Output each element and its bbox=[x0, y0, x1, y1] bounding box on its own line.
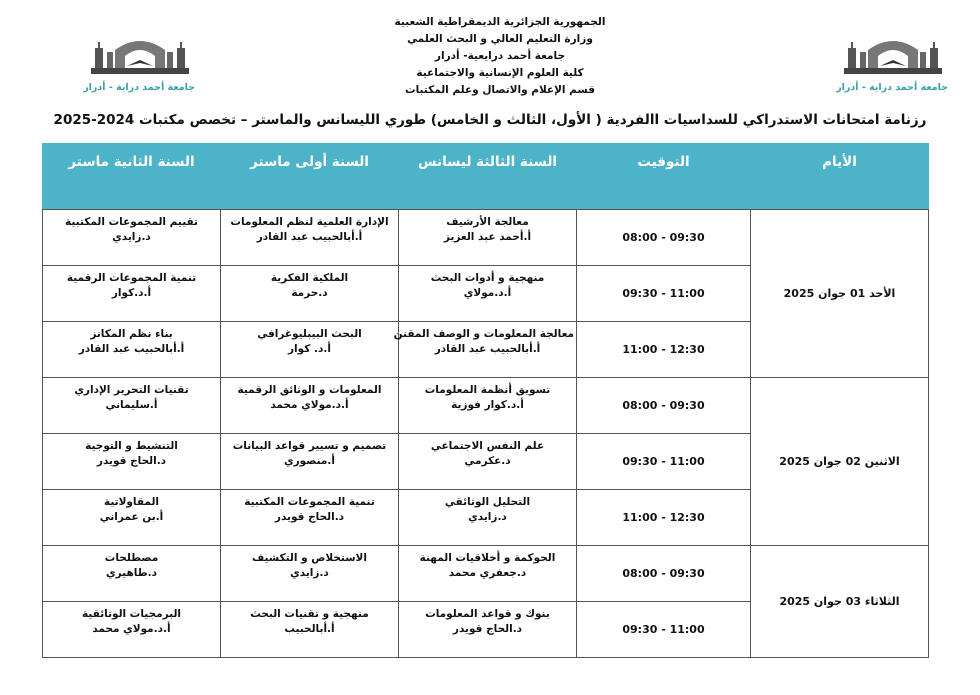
exam-cell-m2 bbox=[43, 434, 221, 490]
course-name: تقنيات التحرير الإداري bbox=[74, 384, 189, 396]
exam-cell-m1 bbox=[221, 434, 399, 490]
exam-cell-m2 bbox=[43, 490, 221, 546]
teacher-name: د.الحاج قويدر bbox=[452, 623, 523, 635]
course-name: منهجية و أدوات البحث bbox=[430, 272, 545, 284]
course-name: تقييم المجموعات المكتبية bbox=[65, 216, 198, 228]
course-name: تسويق أنظمة المعلومات bbox=[424, 384, 551, 396]
exam-cell-m2 bbox=[43, 322, 221, 378]
day-cell: الأحد 01 جوان 2025 bbox=[751, 210, 929, 378]
exam-cell-m1 bbox=[221, 266, 399, 322]
document-header bbox=[0, 0, 980, 120]
exam-cell-m1 bbox=[221, 210, 399, 266]
time-cell: 08:00 - 09:30 bbox=[577, 378, 751, 434]
teacher-name: أ.منصوري bbox=[284, 455, 335, 467]
schedule-title: رزنامة امتحانات الاستدراكي للسداسيات االفردية ( الأول، الثالث و الخامس) طوري الليسانس والماستر – تخصص مكتبات 2024-2025 bbox=[53, 112, 927, 128]
course-name: منهجية و تقنيات البحث bbox=[250, 608, 369, 620]
time-cell: 09:30 - 11:00 bbox=[577, 266, 751, 322]
course-name: البحث البيبليوغرافي bbox=[257, 328, 362, 340]
exam-cell-m2 bbox=[43, 210, 221, 266]
teacher-name: أ.أبالحبيب عبد القادر bbox=[434, 343, 541, 355]
exam-cell-m2 bbox=[43, 602, 221, 658]
teacher-name: د.الحاج قويدر bbox=[96, 455, 167, 467]
exam-cell-l3 bbox=[399, 210, 577, 266]
course-name: تنمية المجموعات الرقمية bbox=[66, 272, 197, 284]
exam-cell-l3 bbox=[399, 602, 577, 658]
exam-cell-l3 bbox=[399, 546, 577, 602]
exam-cell-l3 bbox=[393, 322, 577, 378]
course-name: مصطلحات bbox=[104, 552, 159, 564]
exam-cell-m1 bbox=[221, 546, 399, 602]
column-header-m1: السنة أولى ماستر bbox=[221, 144, 399, 209]
table-row bbox=[43, 546, 929, 602]
exam-cell-l3 bbox=[399, 434, 577, 490]
table-row bbox=[43, 378, 929, 434]
course-name: المقاولاتية bbox=[103, 496, 160, 508]
course-name: البرمجيات الوثائقية bbox=[81, 608, 182, 620]
course-name: بنوك و قواعد المعلومات bbox=[425, 608, 550, 620]
teacher-name: أ.أبالحبيب bbox=[284, 623, 335, 635]
course-name: معالجة الأرشيف bbox=[446, 216, 529, 228]
table-header-row bbox=[43, 144, 929, 209]
university-logo-right bbox=[838, 30, 948, 100]
teacher-name: أ.د.مولاي bbox=[463, 287, 512, 299]
time-cell: 08:00 - 09:30 bbox=[577, 546, 751, 602]
day-cell: الاثنين 02 جوان 2025 bbox=[751, 378, 929, 546]
university-logo-left bbox=[85, 30, 195, 100]
time-cell: 08:00 - 09:30 bbox=[577, 210, 751, 266]
column-header-time: التوقيت bbox=[577, 144, 751, 209]
column-header-l3: السنة الثالثة ليسانس bbox=[399, 144, 577, 209]
course-name: المعلومات و الوثائق الرقمية bbox=[237, 384, 382, 396]
teacher-name: د.زايدي bbox=[112, 231, 151, 243]
teacher-name: د.طاهيري bbox=[106, 567, 157, 579]
university-emblem-icon bbox=[838, 30, 948, 82]
teacher-name: أ.د. كوار bbox=[288, 343, 331, 355]
teacher-name: أ.د.مولاي محمد bbox=[270, 399, 349, 411]
teacher-name: أ.د.كوار فوزية bbox=[451, 399, 524, 411]
exam-cell-m1 bbox=[221, 490, 399, 546]
institution-lines bbox=[380, 14, 620, 99]
header-line-faculty: كلية العلوم الإنسانية والاجتماعية bbox=[416, 67, 584, 79]
teacher-name: أ.د.مولاي محمد bbox=[92, 623, 171, 635]
time-cell: 11:00 - 12:30 bbox=[577, 322, 751, 378]
logo-caption-right: جامعة أحمد دراية - أدرار bbox=[836, 82, 948, 93]
time-cell: 09:30 - 11:00 bbox=[577, 434, 751, 490]
header-line-republic: الجمهورية الجزائرية الديمقراطية الشعبية bbox=[394, 16, 606, 28]
exam-cell-m1 bbox=[221, 602, 399, 658]
column-header-m2: السنة الثانية ماستر bbox=[43, 144, 221, 209]
column-header-days: الأيام bbox=[751, 144, 929, 209]
course-name: معالجة المعلومات و الوصف المقنن bbox=[393, 328, 574, 340]
course-name: التنشيط و التوجية bbox=[85, 440, 178, 452]
university-emblem-icon bbox=[85, 30, 195, 82]
teacher-name: أ.أبالحبيب عبد القادر bbox=[256, 231, 363, 243]
teacher-name: أ.د.كوار bbox=[111, 287, 152, 299]
exam-cell-m1 bbox=[221, 322, 399, 378]
exam-cell-m2 bbox=[43, 546, 221, 602]
exam-cell-l3 bbox=[399, 378, 577, 434]
table-row bbox=[43, 210, 929, 266]
header-line-ministry: وزارة التعليم العالي و البحث العلمي bbox=[407, 33, 593, 45]
teacher-name: أ.سليماني bbox=[105, 399, 158, 411]
teacher-name: د.عكرمي bbox=[464, 455, 511, 467]
course-name: علم النفس الاجتماعي bbox=[430, 440, 545, 452]
exam-cell-l3 bbox=[399, 490, 577, 546]
teacher-name: أ.أحمد عبد العزيز bbox=[443, 231, 532, 243]
time-cell: 09:30 - 11:00 bbox=[577, 602, 751, 658]
exam-cell-l3 bbox=[399, 266, 577, 322]
exam-schedule-table bbox=[42, 143, 929, 658]
course-name: الحوكمة و أخلاقيات المهنة bbox=[419, 552, 556, 564]
logo-caption-left: جامعة أحمد دراية - أدرار bbox=[83, 82, 195, 93]
course-name: تصميم و تسيير قواعد البيانات bbox=[232, 440, 387, 452]
teacher-name: أ.أبالحبيب عبد القادر bbox=[78, 343, 185, 355]
day-cell: الثلاثاء 03 جوان 2025 bbox=[751, 546, 929, 658]
time-cell: 11:00 - 12:30 bbox=[577, 490, 751, 546]
header-line-university: جامعة أحمد درايعية- أدرار bbox=[434, 50, 566, 62]
teacher-name: د.الحاج قويدر bbox=[274, 511, 345, 523]
exam-cell-m1 bbox=[221, 378, 399, 434]
teacher-name: د.حرمة bbox=[291, 287, 328, 299]
exam-cell-m2 bbox=[43, 266, 221, 322]
teacher-name: د.زايدي bbox=[290, 567, 329, 579]
course-name: التحليل الوثائقي bbox=[444, 496, 531, 508]
course-name: بناء نظم المكانز bbox=[90, 328, 173, 340]
course-name: الملكية الفكرية bbox=[270, 272, 349, 284]
course-name: تنمية المجموعات المكتبية bbox=[244, 496, 375, 508]
teacher-name: أ.بن عمراني bbox=[99, 511, 164, 523]
course-name: الاستخلاص و التكشيف bbox=[252, 552, 367, 564]
teacher-name: د.جعفري محمد bbox=[448, 567, 527, 579]
exam-cell-m2 bbox=[43, 378, 221, 434]
course-name: الإدارة العلمية لنظم المعلومات bbox=[230, 216, 389, 228]
header-line-department: قسم الإعلام والاتصال وعلم المكتبات bbox=[405, 84, 595, 96]
teacher-name: د.زايدي bbox=[468, 511, 507, 523]
